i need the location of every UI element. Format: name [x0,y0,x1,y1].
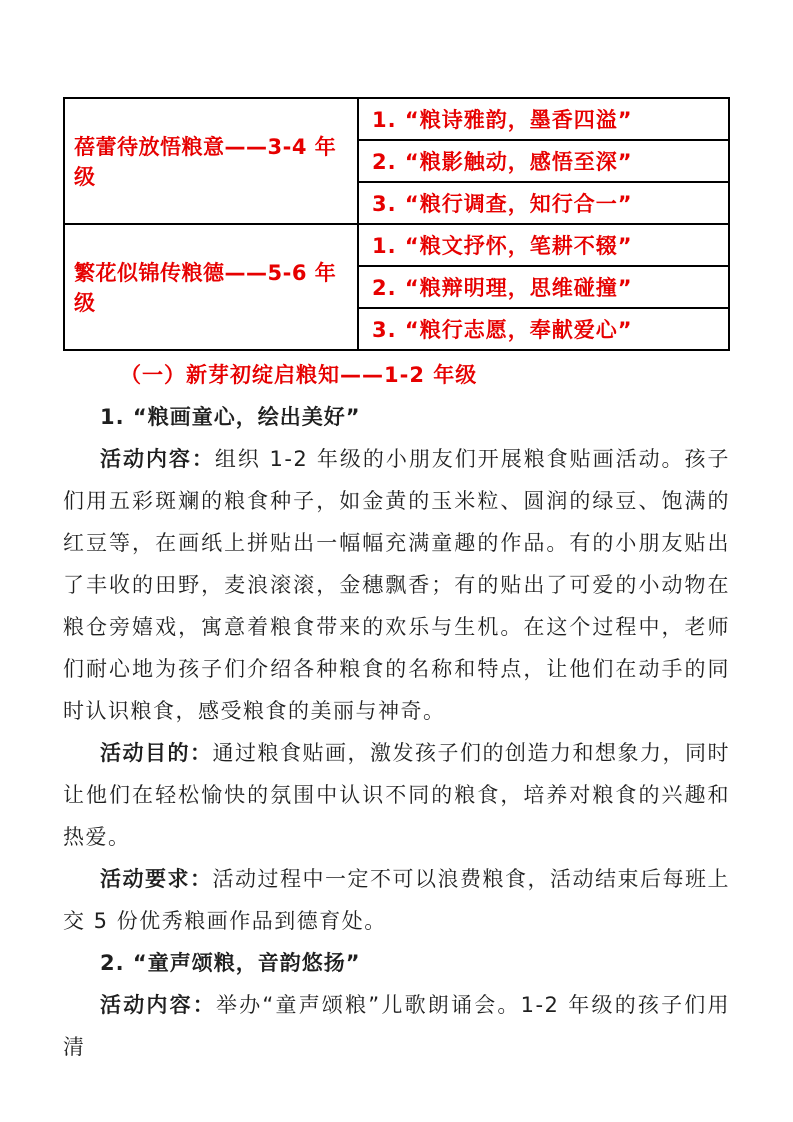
activity-1-purpose-paragraph [63,732,730,858]
paragraph-label: 活动目的： [100,741,213,765]
group-label-grade-3-4: 蓓蕾待放悟粮意——3-4 年级 [64,98,358,224]
table-item: 1. “粮诗雅韵，墨香四溢” [358,98,729,140]
table-row [64,98,729,140]
table-item: 3. “粮行志愿，奉献爱心” [358,308,729,350]
activity-1-title: 1. “粮画童心，绘出美好” [100,405,361,429]
activity-2-content-paragraph [63,984,730,1068]
activity-1-content-paragraph [63,438,730,732]
paragraph-text: 通过粮食贴画，激发孩子们的创造力和想象力，同时让他们在轻松愉快的氛围中认识不同的粮食，培养对粮食的兴趣和热爱。 [63,741,730,849]
paragraph-label: 活动内容： [100,993,217,1017]
table-row [64,224,729,266]
paragraph-label: 活动要求： [100,867,213,891]
table-item: 3. “粮行调查，知行合一” [358,182,729,224]
activity-1-requirement-paragraph [63,858,730,942]
activity-plan-table [63,97,730,351]
paragraph-text: 组织 1-2 年级的小朋友们开展粮食贴画活动。孩子们用五彩斑斓的粮食种子，如金黄的玉米粒、圆润的绿豆、饱满的红豆等，在画纸上拼贴出一幅幅充满童趣的作品。有的小朋友贴出了丰收的田野，麦浪滚滚，金穗飘香；有的贴出了可爱的小动物在粮仓旁嬉戏，寓意着粮食带来的欢乐与生机。在这个过程中，老师们耐心地为孩子们介绍各种粮食的名称和特点，让他们在动手的同时认识粮食，感受粮食的美丽与神奇。 [63,447,730,723]
table-item: 1. “粮文抒怀，笔耕不辍” [358,224,729,266]
group-label-grade-5-6: 繁花似锦传粮德——5-6 年级 [64,224,358,350]
paragraph-text: 举办“童声颂粮”儿歌朗诵会。1-2 年级的孩子们用清 [63,993,731,1059]
table-item: 2. “粮影触动，感悟至深” [358,140,729,182]
section-heading-grade-1-2: （一）新芽初绽启粮知——1-2 年级 [120,363,478,387]
table-item: 2. “粮辩明理，思维碰撞” [358,266,729,308]
activity-2-title: 2. “童声颂粮，音韵悠扬” [100,951,361,975]
paragraph-label: 活动内容： [100,447,215,471]
document-body [63,97,730,1068]
paragraph-text: 活动过程中一定不可以浪费粮食，活动结束后每班上交 5 份优秀粮画作品到德育处。 [63,867,730,933]
